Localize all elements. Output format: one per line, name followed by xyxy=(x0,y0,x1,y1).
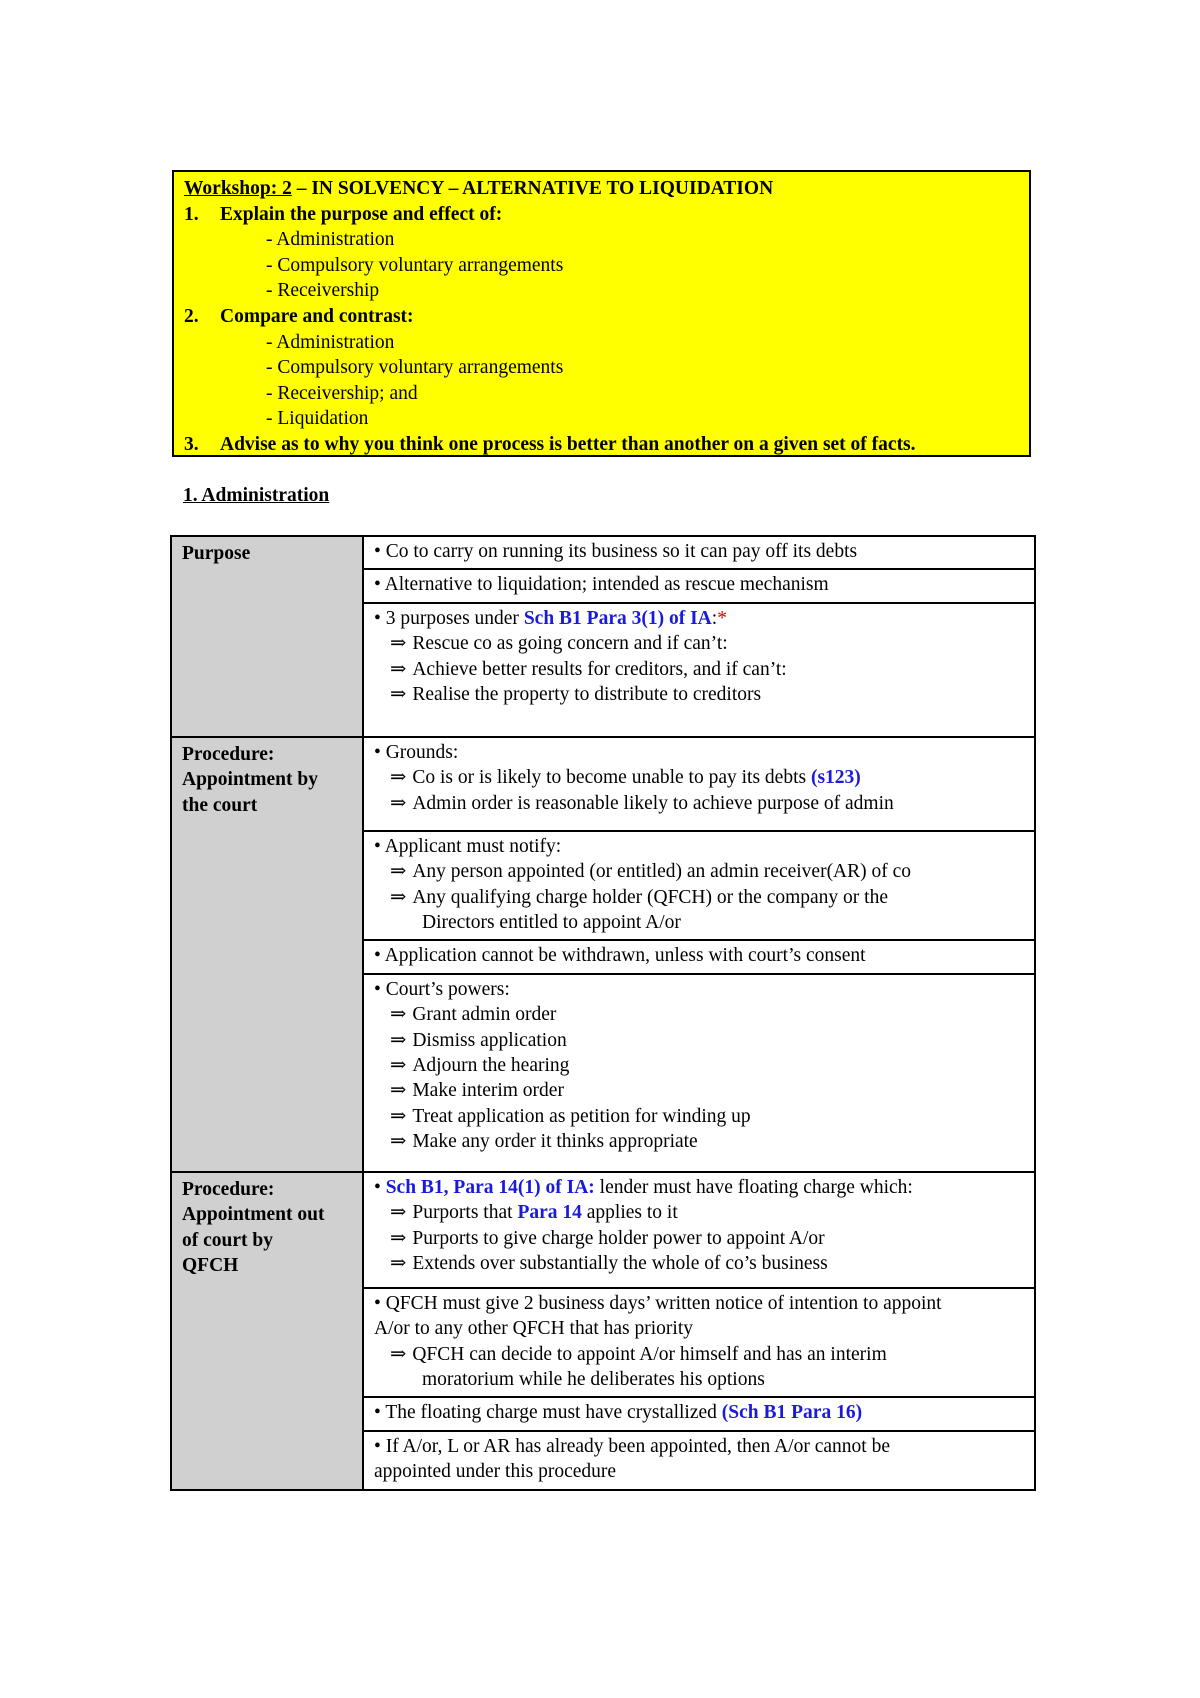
arrow-icon: ⇒ xyxy=(390,861,407,883)
notice-cell xyxy=(363,1288,1035,1398)
label-line: the court xyxy=(182,794,258,816)
bullet: • xyxy=(374,1176,386,1198)
bullet-text: • If A/or, L or AR has already been appointed, then A/or cannot be xyxy=(374,1435,890,1457)
statute-ref: Para 14 xyxy=(517,1202,582,1224)
table-row xyxy=(171,1172,1035,1288)
workshop-item-2 xyxy=(184,304,1019,330)
arrow-icon: ⇒ xyxy=(390,1080,407,1102)
purpose-cell-1: • Co to carry on running its business so it can pay off its debts xyxy=(363,536,1035,569)
arrow-icon: ⇒ xyxy=(390,1202,407,1224)
arrow-icon: ⇒ xyxy=(390,1253,407,1275)
withdraw-cell: • Application cannot be withdrawn, unless with court’s consent xyxy=(363,940,1035,973)
statute-ref: (Sch B1 Para 16) xyxy=(721,1402,863,1424)
already-appointed-cell xyxy=(363,1431,1035,1490)
arrow-icon: ⇒ xyxy=(390,1131,407,1153)
label-line: QFCH xyxy=(182,1255,239,1277)
statute-ref: Sch B1 Para 3(1) of IA xyxy=(523,607,712,629)
workshop-sub: - Liquidation xyxy=(266,408,369,430)
arrow-text: QFCH can decide to appoint A/or himself and has an interim xyxy=(412,1343,887,1365)
arrow-text: Make interim order xyxy=(412,1080,564,1102)
bullet-text: • QFCH must give 2 business days’ written notice of intention to appoint xyxy=(374,1292,942,1314)
workshop-sub: - Administration xyxy=(266,229,395,251)
arrow-text: Purports that xyxy=(412,1202,518,1224)
arrow-text: Purports to give charge holder power to appoint A/or xyxy=(412,1227,825,1249)
arrow-icon: ⇒ xyxy=(390,633,407,655)
arrow-text: Treat application as petition for winding up xyxy=(412,1105,751,1127)
bullet-text: • The floating charge must have crystallized xyxy=(374,1402,722,1424)
arrow-text: Co is or is likely to become unable to pay its debts xyxy=(412,767,811,789)
workshop-title-prefix: Workshop: 2 xyxy=(184,178,292,199)
workshop-title xyxy=(184,176,1019,202)
item-text: Advise as to why you think one process is better than another on a given set of facts. xyxy=(220,433,916,455)
arrow-icon: ⇒ xyxy=(390,1105,407,1127)
text: lender must have floating charge which: xyxy=(594,1176,913,1198)
statute-ref: (s123) xyxy=(810,767,861,789)
arrow-text: Extends over substantially the whole of co’s business xyxy=(412,1253,828,1275)
para14-cell xyxy=(363,1172,1035,1288)
label-line: Appointment out xyxy=(182,1204,325,1226)
arrow-text: Realise the property to distribute to creditors xyxy=(412,684,762,706)
arrow-text: Rescue co as going concern and if can’t: xyxy=(412,633,728,655)
arrow-text-continued: Directors entitled to appoint A/or xyxy=(422,912,681,934)
bullet-text: • Court’s powers: xyxy=(374,978,510,1000)
arrow-icon: ⇒ xyxy=(390,792,407,814)
workshop-sub: - Receivership xyxy=(266,280,380,302)
table-row xyxy=(171,536,1035,569)
table-row xyxy=(171,737,1035,831)
arrow-text: applies to it xyxy=(581,1202,678,1224)
statute-ref: Sch B1, Para 14(1) of IA: xyxy=(385,1176,595,1198)
arrow-text: Any person appointed (or entitled) an admin receiver(AR) of co xyxy=(412,861,912,883)
arrow-text: Achieve better results for creditors, and if can’t: xyxy=(412,658,787,680)
workshop-box xyxy=(172,170,1031,457)
bullet-text-continued: A/or to any other QFCH that has priority xyxy=(374,1318,693,1340)
notify-cell xyxy=(363,831,1035,941)
administration-table xyxy=(170,535,1036,1491)
arrow-text-continued: moratorium while he deliberates his options xyxy=(422,1369,765,1391)
court-label xyxy=(171,737,363,1172)
label-line: of court by xyxy=(182,1229,273,1251)
workshop-item-3 xyxy=(184,432,1019,458)
arrow-text: Any qualifying charge holder (QFCH) or the company or the xyxy=(412,886,888,908)
grounds-cell xyxy=(363,737,1035,831)
section-heading: 1. Administration xyxy=(183,485,330,506)
arrow-text: Make any order it thinks appropriate xyxy=(412,1131,698,1153)
item-number: 2. xyxy=(184,305,199,327)
text: : xyxy=(711,607,718,629)
arrow-icon: ⇒ xyxy=(390,1343,407,1365)
item-number: 1. xyxy=(184,203,199,225)
arrow-icon: ⇒ xyxy=(390,1055,407,1077)
purpose-cell-2: • Alternative to liquidation; intended as rescue mechanism xyxy=(363,569,1035,602)
workshop-sub: - Administration xyxy=(266,331,395,353)
item-text: Compare and contrast: xyxy=(220,305,414,327)
arrow-text: Dismiss application xyxy=(412,1029,567,1051)
bullet-text: • Applicant must notify: xyxy=(374,835,562,857)
item-text: Explain the purpose and effect of: xyxy=(220,203,503,225)
workshop-item-1 xyxy=(184,202,1019,228)
bullet-text-continued: appointed under this procedure xyxy=(374,1461,617,1483)
qfch-label xyxy=(171,1172,363,1490)
item-number: 3. xyxy=(184,433,199,455)
star-mark: * xyxy=(717,607,727,629)
crystallized-cell xyxy=(363,1397,1035,1430)
label-line: Procedure: xyxy=(182,1178,275,1200)
workshop-sub: - Compulsory voluntary arrangements xyxy=(266,357,564,379)
arrow-icon: ⇒ xyxy=(390,684,407,706)
workshop-title-rest: – IN SOLVENCY – ALTERNATIVE TO LIQUIDATION xyxy=(291,178,774,199)
label-line: Procedure: xyxy=(182,743,275,765)
bullet-text: • Grounds: xyxy=(374,741,459,763)
label-line: Appointment by xyxy=(182,769,318,791)
arrow-icon: ⇒ xyxy=(390,1227,407,1249)
arrow-text: Grant admin order xyxy=(412,1004,557,1026)
workshop-sub: - Receivership; and xyxy=(266,382,418,404)
arrow-icon: ⇒ xyxy=(390,1004,407,1026)
purpose-label: Purpose xyxy=(171,536,363,737)
arrow-text: Adjourn the hearing xyxy=(412,1055,570,1077)
workshop-sub: - Compulsory voluntary arrangements xyxy=(266,254,564,276)
arrow-icon: ⇒ xyxy=(390,886,407,908)
arrow-icon: ⇒ xyxy=(390,767,407,789)
arrow-text: Admin order is reasonable likely to achieve purpose of admin xyxy=(412,792,894,814)
text: • 3 purposes under xyxy=(374,607,524,629)
purpose-cell-3 xyxy=(363,603,1035,737)
arrow-icon: ⇒ xyxy=(390,1029,407,1051)
powers-cell xyxy=(363,974,1035,1172)
arrow-icon: ⇒ xyxy=(390,658,407,680)
